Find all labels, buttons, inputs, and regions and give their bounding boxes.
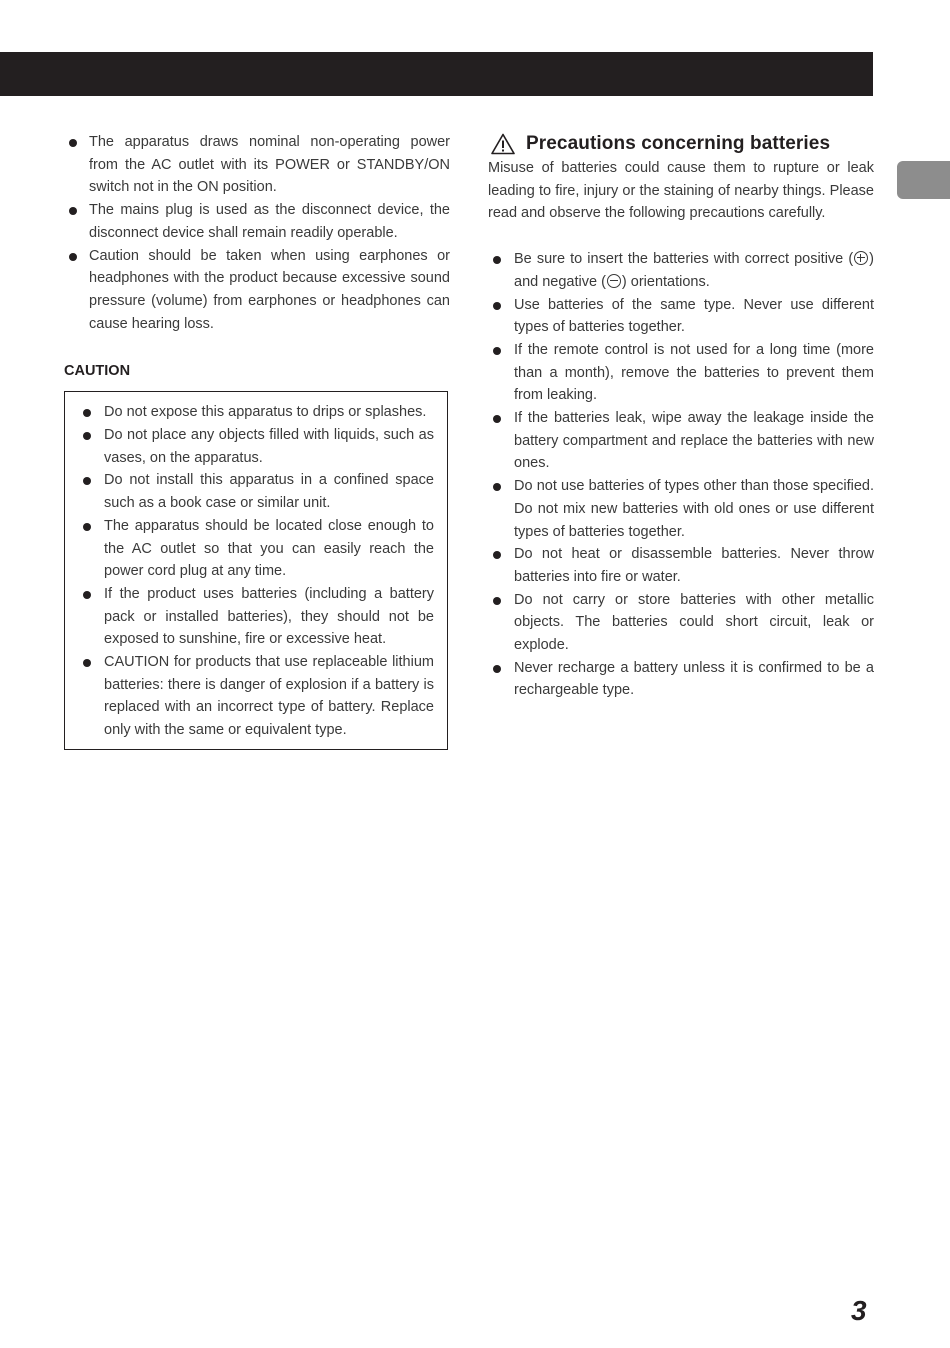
list-item: The mains plug is used as the disconnect device, the disconnect device shall remain readily operable.: [64, 199, 450, 244]
list-item: Use batteries of the same type. Never use different types of batteries together.: [488, 294, 874, 339]
list-item: Do not expose this apparatus to drips or splashes.: [78, 401, 434, 424]
warning-triangle-icon: [491, 133, 515, 155]
polarity-text: ) orientations.: [621, 273, 710, 290]
safety-list: [64, 131, 450, 335]
page-number: 3: [851, 1295, 867, 1326]
section-title: Precautions concerning batteries: [526, 133, 831, 154]
list-item: The apparatus draws nominal non-operating power from the AC outlet with its POWER or STANDBY/ON switch not in the ON position.: [64, 131, 450, 199]
list-item: [488, 248, 874, 293]
caution-box: [64, 391, 448, 750]
list-item: CAUTION for products that use replaceable lithium batteries: there is danger of explosion if a battery is replaced with an incorrect type of battery. Replace only with the same or equivalent type.: [78, 651, 434, 742]
polarity-text: ) and negative (: [514, 251, 874, 290]
section-tab: [897, 161, 950, 199]
battery-precautions-list: [488, 248, 874, 702]
list-item: The apparatus should be located close enough to the AC outlet so that you can easily reach the power cord plug at any time.: [78, 515, 434, 583]
left-column: [64, 131, 450, 750]
section-heading: [488, 131, 874, 157]
caution-list: [78, 401, 434, 742]
list-item: If the product uses batteries (including a battery pack or installed batteries), they should not be exposed to sunshine, fire or excessive heat.: [78, 583, 434, 651]
plus-circle-icon: [854, 251, 868, 265]
list-item: Do not place any objects filled with liquids, such as vases, on the apparatus.: [78, 424, 434, 469]
intro-paragraph: Misuse of batteries could cause them to rupture or leak leading to fire, injury or the staining of nearby things. Please read and observe the following precautions carefully.: [488, 160, 874, 222]
right-column: [488, 131, 874, 702]
list-item: Never recharge a battery unless it is confirmed to be a rechargeable type.: [488, 657, 874, 702]
list-item: If the batteries leak, wipe away the leakage inside the battery compartment and replace the batteries with new ones.: [488, 407, 874, 475]
caution-heading: CAUTION: [64, 363, 131, 380]
list-item: Caution should be taken when using earphones or headphones with the product because excessive sound pressure (volume) from earphones or headphones can cause hearing loss.: [64, 245, 450, 336]
polarity-text: Be sure to insert the batteries with correct positive (: [514, 251, 854, 268]
list-item: Do not carry or store batteries with other metallic objects. The batteries could short circuit, leak or explode.: [488, 589, 874, 657]
header-bar: [0, 52, 873, 96]
minus-circle-icon: [607, 274, 621, 288]
list-item: If the remote control is not used for a long time (more than a month), remove the batteries to prevent them from leaking.: [488, 339, 874, 407]
list-item: Do not heat or disassemble batteries. Never throw batteries into fire or water.: [488, 543, 874, 588]
list-item: Do not use batteries of types other than those specified. Do not mix new batteries with old ones or use different types of batteries together.: [488, 475, 874, 543]
list-item: Do not install this apparatus in a confined space such as a book case or similar unit.: [78, 469, 434, 514]
